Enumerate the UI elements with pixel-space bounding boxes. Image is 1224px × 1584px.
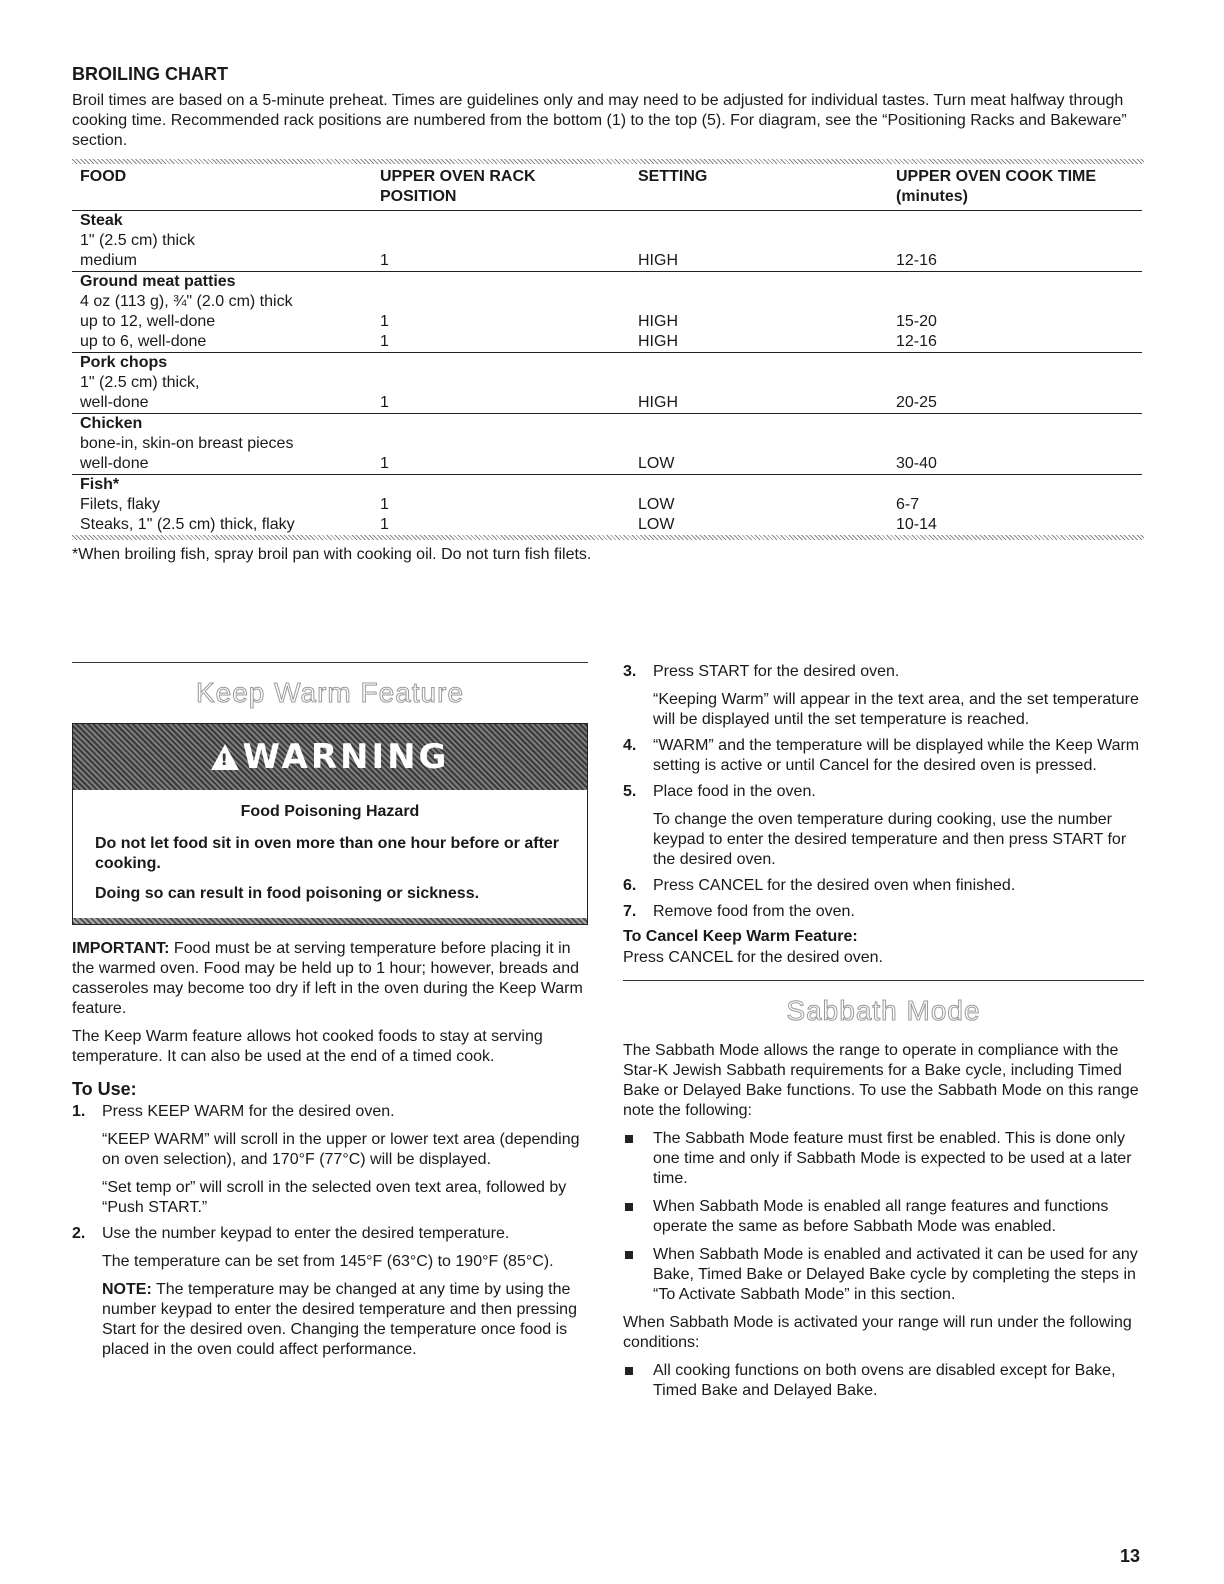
list-item-text: When Sabbath Mode is enabled all range features and functions operate the same as before Sabbath Mode was enabled.: [653, 1198, 1109, 1235]
list-item-text: The Sabbath Mode feature must first be enabled. This is done only one time and only if Sabbath Mode is expected to be used at a later time.: [653, 1130, 1132, 1187]
square-bullet-icon: [625, 1135, 633, 1143]
note-text: The temperature may be changed at any time by using the number keypad to enter the desired temperature and then pressing Start for the desired oven. Changing the temperature once food is placed in the oven could affect performance.: [102, 1281, 577, 1358]
cell-time: [888, 272, 1142, 353]
food-group-name: Fish*: [80, 476, 120, 493]
food-group-name: Steak: [80, 212, 123, 229]
header-rack: [372, 164, 630, 211]
cell-line-food: 4 oz (113 g), ¾" (2.0 cm) thick: [80, 293, 293, 310]
warning-hazard: Food Poisoning Hazard: [240, 803, 420, 820]
table-row: [72, 353, 1142, 414]
keep-warm-steps-right: [623, 662, 1144, 922]
cell-line-setting: HIGH: [638, 252, 678, 269]
cell-food: [72, 414, 372, 475]
keep-warm-steps-left: [72, 1102, 588, 1360]
section-divider: [623, 980, 1144, 981]
cell-line-time: 15-20: [896, 313, 937, 330]
cell-food: [72, 353, 372, 414]
important-text: Food must be at serving temperature before placing it in the warmed oven. Food may be held up to 1 hour; however, breads and casseroles may become too dry if left in the oven during the Keep Warm feature.: [72, 940, 583, 1017]
cell-line-rack: 1: [380, 455, 389, 472]
cell-time: [888, 475, 1142, 536]
step-number: 7.: [623, 903, 637, 920]
important-label: IMPORTANT:: [72, 940, 170, 957]
warning-label: WARNING: [242, 737, 450, 777]
cell-setting: [630, 414, 888, 475]
cell-line-setting: [638, 231, 880, 251]
step-item: [72, 1102, 588, 1218]
warning-triangle-icon: !: [211, 744, 239, 770]
step-text: Press KEEP WARM for the desired oven.: [102, 1103, 395, 1120]
step-item: [623, 876, 1144, 896]
cell-food: [72, 272, 372, 353]
keep-warm-left-column: [72, 662, 588, 1366]
table-row: [72, 211, 1142, 272]
cell-line-rack: [380, 434, 622, 454]
sabbath-title: Sabbath Mode: [786, 995, 981, 1026]
cell-line-setting: [638, 292, 880, 312]
cell-line-time: 30-40: [896, 455, 937, 472]
cell-line-food: Filets, flaky: [80, 496, 161, 513]
important-paragraph: [72, 939, 588, 1019]
sabbath-bullet-list: [623, 1129, 1144, 1305]
step-item: [623, 736, 1144, 776]
header-setting: SETTING: [638, 168, 708, 185]
cell-line-food: up to 12, well-done: [80, 313, 216, 330]
cell-line-rack: 1: [380, 394, 389, 411]
cell-line-food: bone-in, skin-on breast pieces: [80, 435, 294, 452]
table-row: [72, 475, 1142, 536]
square-bullet-icon: [625, 1251, 633, 1259]
cancel-keep-warm-text: Press CANCEL for the desired oven.: [623, 949, 883, 966]
cell-line-rack: [380, 292, 622, 312]
header-time: [888, 164, 1142, 211]
cell-rack: [372, 475, 630, 536]
step-text: Place food in the oven.: [653, 783, 816, 800]
cell-setting: [630, 211, 888, 272]
cell-line-setting: HIGH: [638, 313, 678, 330]
cell-line-food: well-done: [80, 455, 149, 472]
list-item-text: When Sabbath Mode is enabled and activated it can be used for any Bake, Timed Bake or Delayed Bake cycle by completing the steps in “To Activate Sabbath Mode” in this section.: [653, 1246, 1138, 1303]
table-header-row: [72, 164, 1142, 211]
square-bullet-icon: [625, 1367, 633, 1375]
cell-line-rack: 1: [380, 496, 389, 513]
right-column: [623, 662, 1144, 1409]
warning-banner: [73, 724, 587, 790]
list-item-text: All cooking functions on both ovens are disabled except for Bake, Timed Bake and Delayed Bake.: [653, 1362, 1116, 1399]
cell-setting: [630, 272, 888, 353]
header-time-line2: (minutes): [896, 188, 968, 205]
cell-rack: [372, 211, 630, 272]
step-item: [623, 662, 1144, 730]
list-item: [623, 1361, 1144, 1401]
cell-line-setting: LOW: [638, 516, 675, 533]
cell-rack: [372, 414, 630, 475]
cell-line-time: 10-14: [896, 516, 937, 533]
step-note: [102, 1280, 588, 1360]
cell-line-rack: 1: [380, 516, 389, 533]
cell-line-food: up to 6, well-done: [80, 333, 207, 350]
keep-warm-title: Keep Warm Feature: [195, 677, 465, 708]
step-detail: The temperature can be set from 145°F (63°C) to 190°F (85°C).: [102, 1253, 554, 1270]
list-item: [623, 1129, 1144, 1189]
step-detail: “Keeping Warm” will appear in the text area, and the set temperature will be displayed until the set temperature is reached.: [653, 691, 1139, 728]
note-label: NOTE:: [102, 1281, 152, 1298]
food-group-name: Chicken: [80, 415, 143, 432]
step-number: 3.: [623, 663, 637, 680]
step-detail: “Set temp or” will scroll in the selected oven text area, followed by “Push START.”: [102, 1179, 567, 1216]
cell-line-rack: [380, 231, 622, 251]
broiling-table-body: [72, 211, 1142, 536]
to-use-heading: To Use:: [72, 1079, 137, 1099]
list-item: [623, 1245, 1144, 1305]
header-time-line1: UPPER OVEN COOK TIME: [896, 168, 1097, 185]
section-divider: [72, 662, 588, 663]
warning-body: [73, 790, 587, 918]
cell-line-food: 1" (2.5 cm) thick,: [80, 374, 200, 391]
cell-line-time: 12-16: [896, 252, 937, 269]
warning-box: [72, 723, 588, 925]
cell-line-food: medium: [80, 252, 137, 269]
square-bullet-icon: [625, 1203, 633, 1211]
food-group-name: Ground meat patties: [80, 273, 236, 290]
cell-time: [888, 353, 1142, 414]
cancel-keep-warm-heading: To Cancel Keep Warm Feature:: [623, 928, 858, 945]
cell-line-time: [896, 373, 1134, 393]
step-number: 4.: [623, 737, 637, 754]
step-detail: “KEEP WARM” will scroll in the upper or lower text area (depending on oven selection), and 170°F (77°C) will be displayed.: [102, 1131, 580, 1168]
broiling-footnote: *When broiling fish, spray broil pan with cooking oil. Do not turn fish filets.: [72, 546, 592, 563]
step-text: Press START for the desired oven.: [653, 663, 900, 680]
cell-setting: [630, 475, 888, 536]
table-row: [72, 272, 1142, 353]
cell-time: [888, 414, 1142, 475]
cell-line-food: Steaks, 1" (2.5 cm) thick, flaky: [80, 516, 295, 533]
cell-line-time: [896, 292, 1134, 312]
cell-line-food: 1" (2.5 cm) thick: [80, 232, 196, 249]
warning-line1: Do not let food sit in oven more than one hour before or after cooking.: [95, 835, 560, 872]
warning-bottom-hatch: [73, 918, 587, 924]
step-text: Use the number keypad to enter the desired temperature.: [102, 1225, 510, 1242]
header-rack-line1: UPPER OVEN RACK: [380, 168, 536, 185]
cell-rack: [372, 272, 630, 353]
cell-line-setting: [638, 373, 880, 393]
sabbath-intro: The Sabbath Mode allows the range to operate in compliance with the Star-K Jewish Sabbath requirements for a Bake cycle, including Timed Bake or Delayed Bake functions. To use the Sabbath Mode on this range note the following:: [623, 1042, 1139, 1119]
cell-line-time: 6-7: [896, 496, 920, 513]
step-number: 5.: [623, 783, 637, 800]
list-item: [623, 1197, 1144, 1237]
table-row: [72, 414, 1142, 475]
food-group-name: Pork chops: [80, 354, 168, 371]
cell-line-rack: 1: [380, 252, 389, 269]
chart-bottom-hatch: [72, 535, 1144, 540]
cell-line-time: [896, 231, 1134, 251]
broiling-chart-intro: Broil times are based on a 5-minute preheat. Times are guidelines only and may need to be adjusted for individual tastes. Turn meat halfway through cooking time. Recommended rack positions are numbered from the bottom (1) to the top (5). For diagram, see the “Positioning Racks and Bakeware” section.: [72, 92, 1127, 149]
step-text: Remove food from the oven.: [653, 903, 855, 920]
header-food: FOOD: [80, 168, 127, 185]
cell-line-setting: [638, 434, 880, 454]
cell-line-food: well-done: [80, 394, 149, 411]
cell-line-setting: LOW: [638, 455, 675, 472]
step-item: [623, 782, 1144, 870]
cell-time: [888, 211, 1142, 272]
page-number: 13: [1120, 1546, 1141, 1566]
cell-line-time: 20-25: [896, 394, 937, 411]
cell-rack: [372, 353, 630, 414]
cell-line-setting: HIGH: [638, 394, 678, 411]
cell-food: [72, 475, 372, 536]
step-number: 2.: [72, 1225, 86, 1242]
cell-setting: [630, 353, 888, 414]
keep-warm-description: The Keep Warm feature allows hot cooked foods to stay at serving temperature. It can also be used at the end of a timed cook.: [72, 1028, 543, 1065]
cell-line-setting: HIGH: [638, 333, 678, 350]
cell-line-rack: 1: [380, 313, 389, 330]
cell-line-rack: [380, 373, 622, 393]
step-item: [623, 902, 1144, 922]
step-item: [72, 1224, 588, 1360]
cell-line-time: [896, 434, 1134, 454]
step-text: Press CANCEL for the desired oven when finished.: [653, 877, 1016, 894]
step-text: “WARM” and the temperature will be displayed while the Keep Warm setting is active or until Cancel for the desired oven is pressed.: [653, 737, 1140, 774]
broiling-chart-section: [72, 64, 1144, 564]
cell-line-rack: 1: [380, 333, 389, 350]
header-rack-line2: POSITION: [380, 188, 457, 205]
step-number: 1.: [72, 1103, 86, 1120]
cell-line-time: 12-16: [896, 333, 937, 350]
cell-line-setting: LOW: [638, 496, 675, 513]
step-detail: To change the oven temperature during cooking, use the number keypad to enter the desired temperature and then press START for the desired oven.: [653, 811, 1127, 868]
broiling-table: [72, 164, 1142, 535]
warning-line2: Doing so can result in food poisoning or sickness.: [95, 885, 480, 902]
step-number: 6.: [623, 877, 637, 894]
broiling-chart-title: BROILING CHART: [72, 64, 228, 84]
cell-food: [72, 211, 372, 272]
sabbath-conditions-list: [623, 1361, 1144, 1401]
sabbath-conditions-intro: When Sabbath Mode is activated your range will run under the following conditions:: [623, 1314, 1132, 1351]
